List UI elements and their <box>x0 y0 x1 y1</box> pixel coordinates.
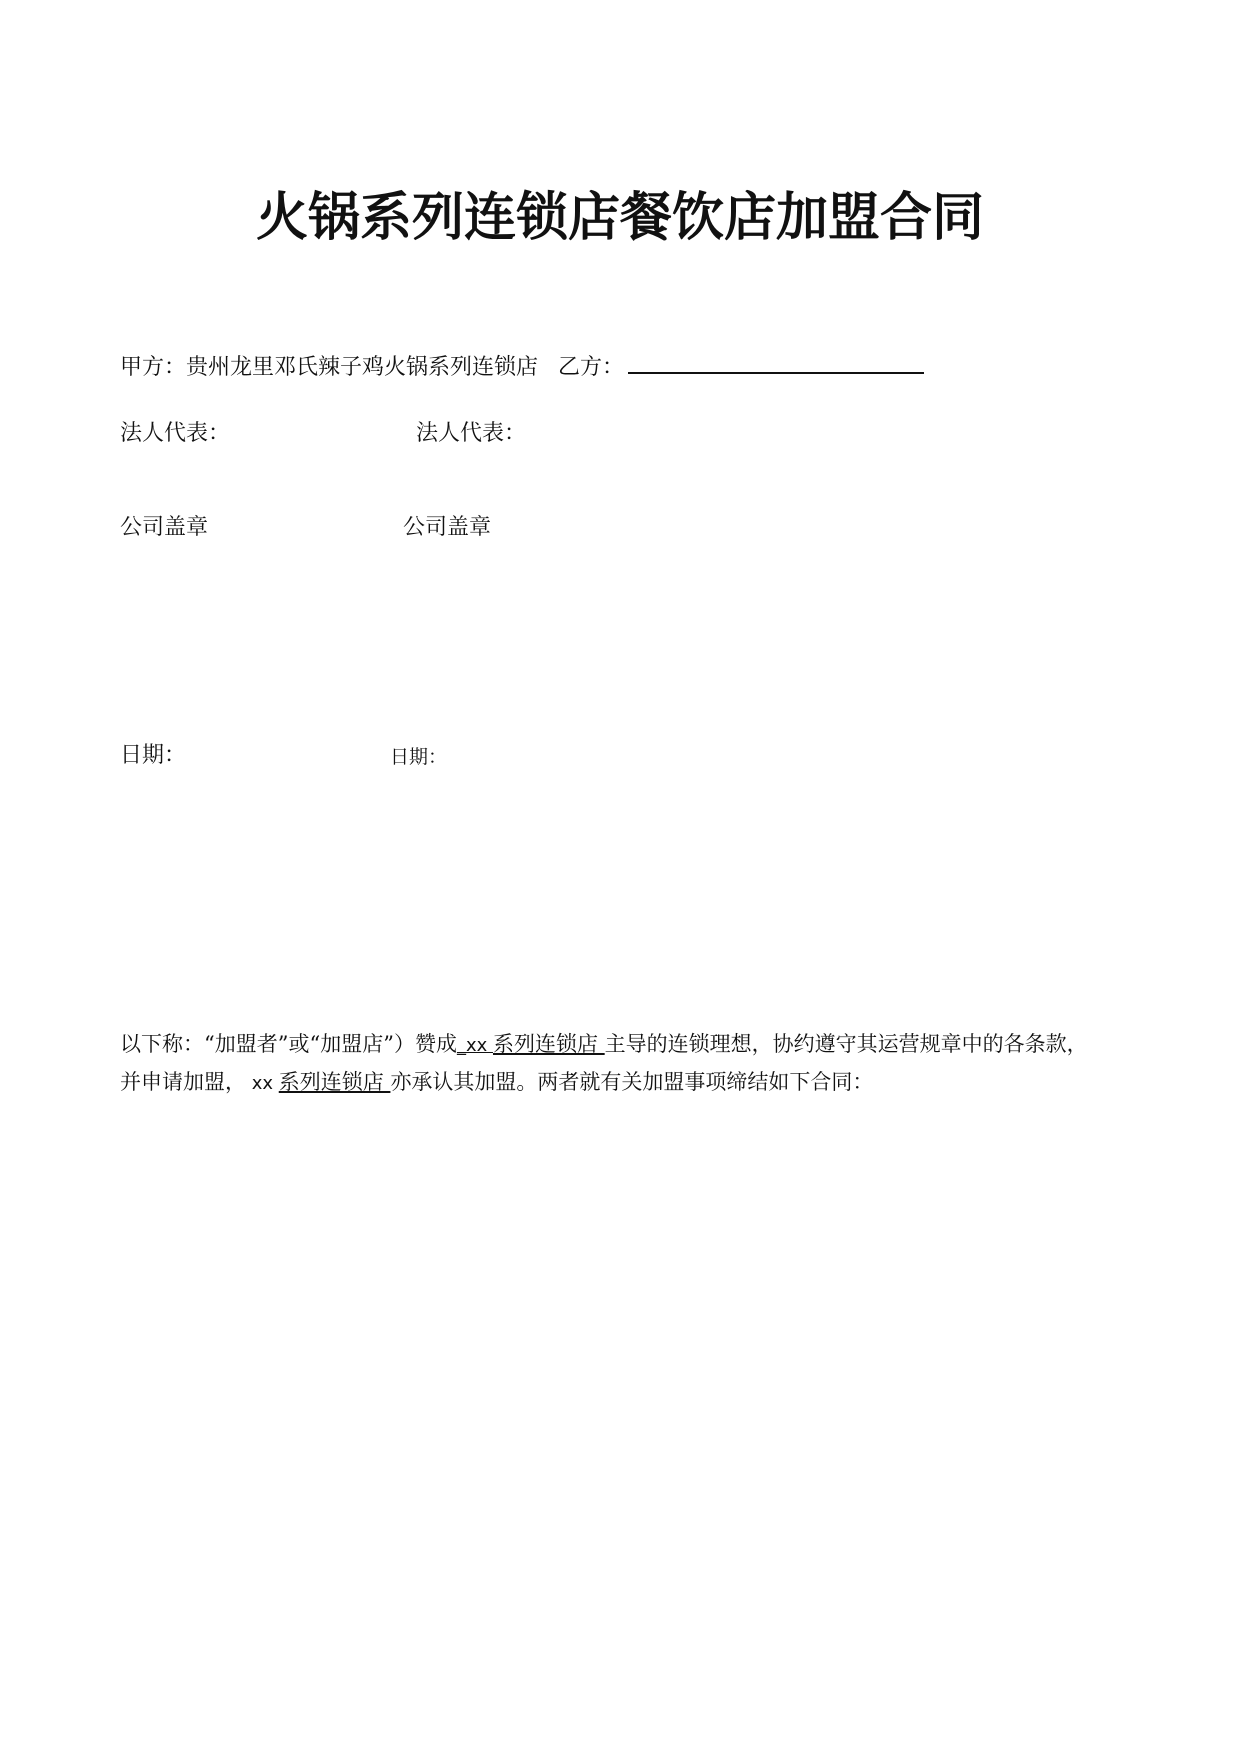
intro-chain-2: 系列连锁店 <box>278 1070 391 1094</box>
intro-text-3: 并申请加盟， <box>120 1070 246 1094</box>
party-a-name: 贵州龙里邓氏辣子鸡火锅系列连锁店 <box>186 355 539 380</box>
intro-text-1: 以下称：“加盟者”或“加盟店”）赞成 <box>120 1032 457 1056</box>
date-b: 日期： <box>390 746 448 768</box>
legal-rep-a: 法人代表： <box>120 421 231 446</box>
party-a-label: 甲方： <box>120 355 187 380</box>
seal-a: 公司盖章 <box>120 515 209 540</box>
intro-paragraph <box>120 1026 1170 1102</box>
party-line <box>120 352 924 383</box>
contract-title: 火锅系列连锁店餐饮店加盟合同 <box>255 188 984 248</box>
intro-text-4: 亦承认其加盟。两者就有关加盟事项缔结如下合同： <box>390 1070 874 1094</box>
intro-line-1 <box>120 1026 1170 1064</box>
intro-xx-1: _xx <box>456 1035 493 1056</box>
legal-rep-b: 法人代表： <box>416 421 527 446</box>
intro-text-2: 主导的连锁理想，协约遵守其运营规章中的各条款， <box>604 1032 1088 1056</box>
intro-line-2 <box>120 1064 1170 1102</box>
party-b-blank <box>628 352 924 374</box>
date-a: 日期： <box>120 743 187 768</box>
seal-b: 公司盖章 <box>403 515 492 540</box>
intro-xx-2: xx <box>246 1073 279 1094</box>
intro-chain-1: 系列连锁店 <box>492 1032 605 1056</box>
party-b-label: 乙方： <box>558 355 625 380</box>
